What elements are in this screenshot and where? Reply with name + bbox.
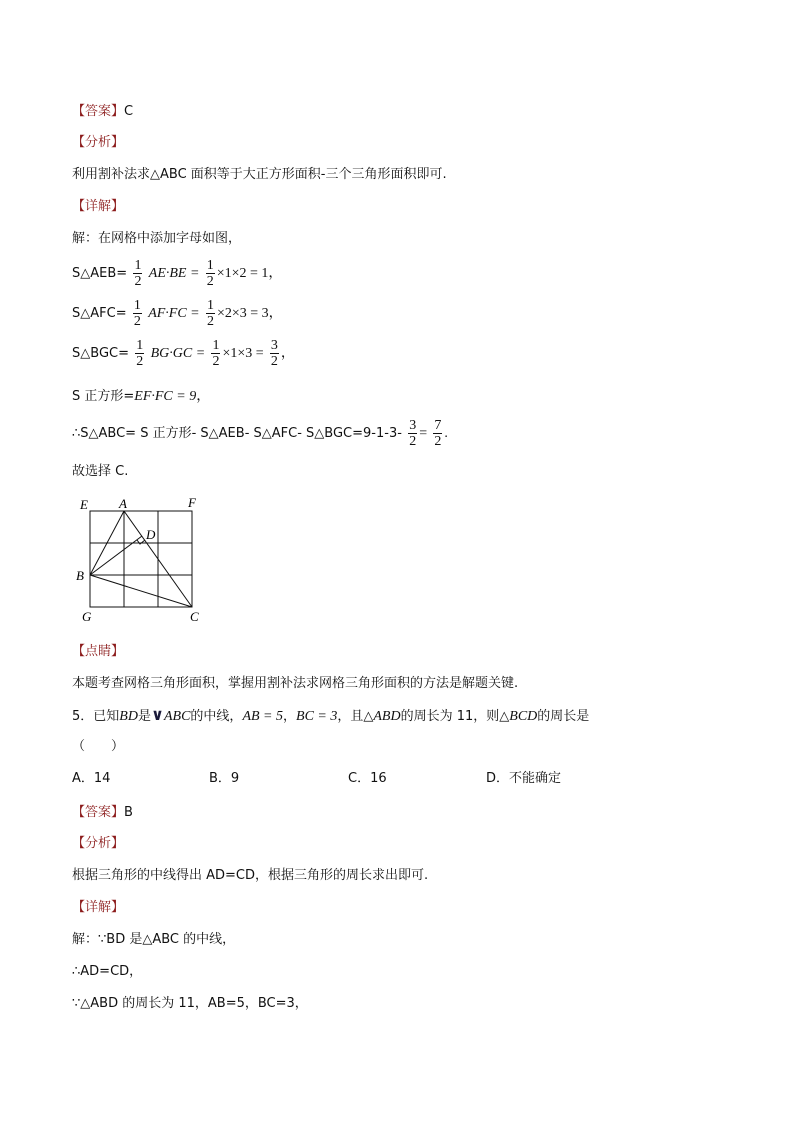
detail2-line1: 解：∵BD 是△ABC 的中线， bbox=[72, 932, 236, 947]
analysis2-tag: 【分析】 bbox=[72, 836, 125, 851]
equation-abc bbox=[72, 418, 448, 449]
text-is: 是 bbox=[137, 709, 151, 724]
analysis-text: 利用割补法求△ABC 面积等于大正方形面积-三个三角形面积即可. bbox=[72, 167, 447, 182]
eq-mid: ×1×3 = bbox=[222, 346, 264, 361]
equation-aeb bbox=[72, 258, 282, 289]
detail2-line3: ∵△ABD 的周长为 11，AB=5，BC=3， bbox=[72, 996, 308, 1011]
option-c: C．16 bbox=[348, 771, 387, 786]
fraction: $\frac{1}{2}$ bbox=[206, 298, 214, 329]
fraction: $\frac{3}{2}$ bbox=[270, 338, 278, 369]
eq-tail: ×1×2 = 1， bbox=[216, 266, 283, 281]
math-bc: BC = 3 bbox=[296, 709, 338, 724]
comment-text: 本题考查网格三角形面积，掌握用割补法求网格三角形面积的方法是解题关键. bbox=[72, 676, 519, 691]
answer-value: C bbox=[124, 104, 134, 119]
fraction: $\frac{1}{2}$ bbox=[134, 258, 142, 289]
eq-tail: ， bbox=[280, 346, 295, 361]
fraction: $\frac{3}{2}$ bbox=[409, 418, 417, 449]
answer2-value: B bbox=[124, 805, 133, 820]
text-median: 的中线， bbox=[190, 709, 243, 724]
text-perimeter: 的周长为 11，则△ bbox=[400, 709, 510, 724]
label-g: G bbox=[82, 609, 92, 624]
grid-border bbox=[90, 511, 192, 607]
math-ab: AB = 5 bbox=[242, 709, 283, 724]
math-bcd: BCD bbox=[509, 709, 538, 724]
eq-tail: . bbox=[444, 426, 448, 441]
choose-text: 故选择 C. bbox=[72, 464, 129, 479]
fraction: $\frac{7}{2}$ bbox=[434, 418, 442, 449]
analysis2-text: 根据三角形的中线得出 AD=CD，根据三角形的周长求出即可. bbox=[72, 868, 429, 883]
detail-tag: 【详解】 bbox=[72, 199, 125, 214]
eq-prefix: S△AEB= bbox=[72, 266, 128, 281]
question-5 bbox=[72, 706, 589, 726]
equation-square bbox=[72, 387, 210, 406]
grid-figure bbox=[74, 494, 214, 628]
option-b: B．9 bbox=[209, 771, 240, 786]
eq-equals: = bbox=[419, 426, 428, 441]
math-abd: ABD bbox=[373, 709, 401, 724]
eq-product: AF·FC = bbox=[148, 306, 200, 321]
detail2-tag: 【详解】 bbox=[72, 900, 125, 915]
answer2-line bbox=[72, 803, 133, 822]
label-d: D bbox=[146, 527, 156, 542]
label-e: E bbox=[80, 497, 88, 512]
label-a: A bbox=[119, 496, 127, 511]
eq-tail: ， bbox=[196, 389, 211, 404]
label-b: B bbox=[76, 568, 84, 583]
eq-product: BG·GC = bbox=[150, 346, 206, 361]
option-a: A．14 bbox=[72, 771, 111, 786]
fraction: $\frac{1}{2}$ bbox=[136, 338, 144, 369]
comment-tag: 【点睛】 bbox=[72, 644, 125, 659]
label-f: F bbox=[188, 495, 196, 510]
eq-tail: ×2×3 = 3， bbox=[216, 306, 283, 321]
analysis-tag: 【分析】 bbox=[72, 135, 125, 150]
eq-prefix: S 正方形= bbox=[72, 389, 135, 404]
fraction: $\frac{1}{2}$ bbox=[133, 298, 141, 329]
eq-prefix: S△BGC= bbox=[72, 346, 129, 361]
text-condition: ，且△ bbox=[337, 709, 374, 724]
question-number: 5．已知 bbox=[72, 709, 120, 724]
eq-product: EF·FC = 9 bbox=[134, 389, 197, 404]
answer-tag: 【答案】 bbox=[72, 104, 125, 119]
equation-bgc bbox=[72, 338, 295, 369]
fraction: $\frac{1}{2}$ bbox=[212, 338, 220, 369]
triangle-symbol: ∨ bbox=[150, 705, 164, 724]
eq-product: AE·BE = bbox=[148, 266, 200, 281]
option-d: D．不能确定 bbox=[486, 771, 562, 786]
detail2-line2: ∴AD=CD， bbox=[72, 964, 143, 979]
text-comma: ， bbox=[283, 709, 297, 724]
answer2-tag: 【答案】 bbox=[72, 805, 125, 820]
eq-prefix: ∴S△ABC= S 正方形- S△AEB- S△AFC- S△BGC=9-1-3- bbox=[72, 426, 402, 441]
answer-line bbox=[72, 102, 133, 121]
equation-afc bbox=[72, 298, 283, 329]
label-c: C bbox=[190, 609, 199, 624]
text-ask: 的周长是 bbox=[537, 709, 590, 724]
eq-prefix: S△AFC= bbox=[72, 306, 127, 321]
segment-bc bbox=[90, 575, 192, 607]
segment-bd bbox=[90, 536, 142, 575]
question-paren: （ ） bbox=[72, 739, 125, 754]
detail-intro: 解：在网格中添加字母如图， bbox=[72, 231, 242, 246]
math-abc: ABC bbox=[163, 709, 191, 724]
math-bd: BD bbox=[119, 709, 138, 724]
fraction: $\frac{1}{2}$ bbox=[206, 258, 214, 289]
